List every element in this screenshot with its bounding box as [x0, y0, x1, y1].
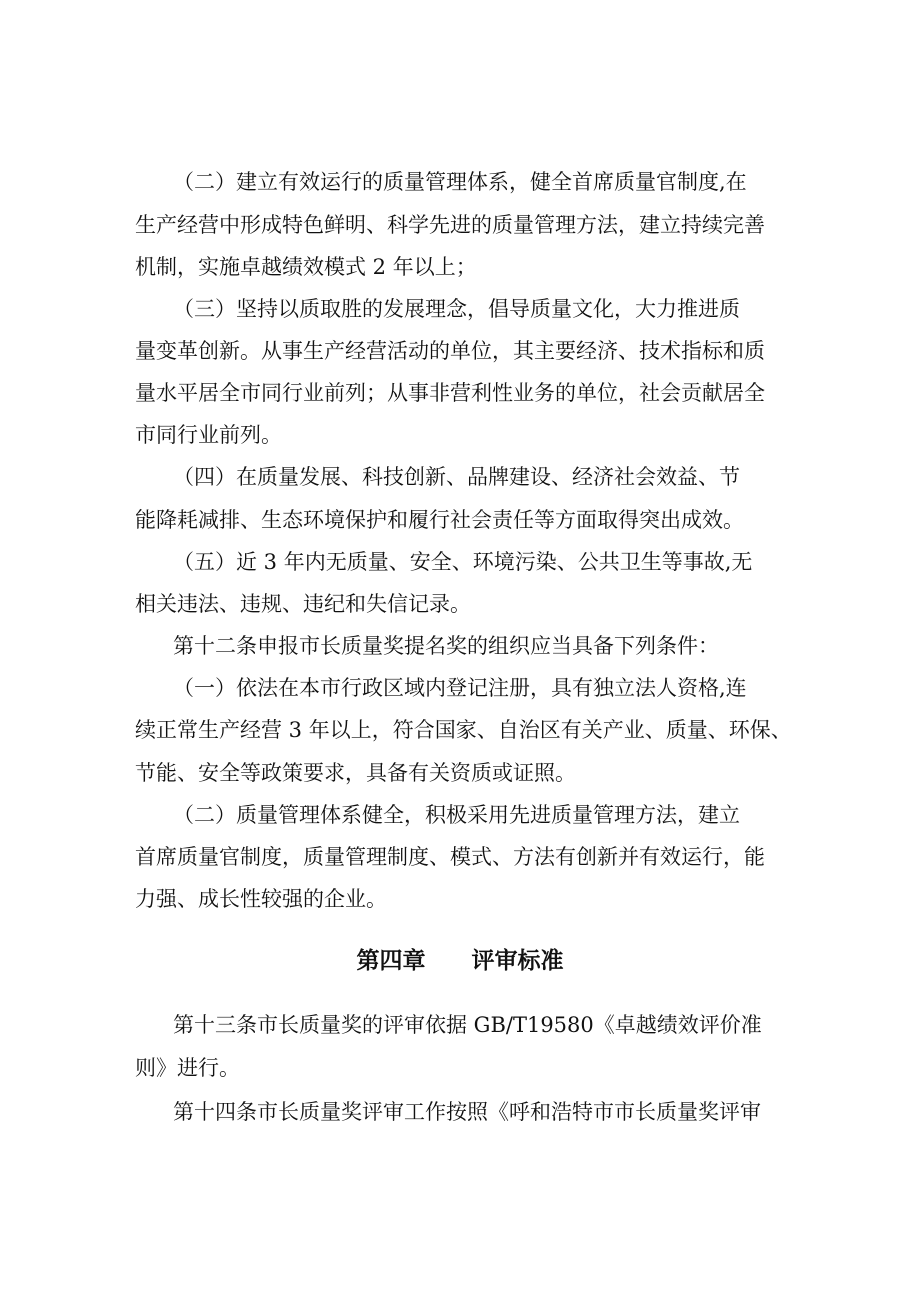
paragraph-line: （三）坚持以质取胜的发展理念，倡导质量文化，大力推进质	[173, 297, 740, 321]
paragraph-line: 力强、成长性较强的企业。	[135, 887, 387, 911]
paragraph-line: 量水平居全市同行业前列；从事非营利性业务的单位，社会贡献居全	[135, 381, 765, 405]
chapter-heading	[0, 944, 920, 978]
paragraph-line: 相关违法、违规、违纪和失信记录。	[135, 592, 471, 616]
paragraph-line: 市同行业前列。	[135, 423, 282, 447]
article-paragraph-line: 第十二条申报市长质量奖提名奖的组织应当具备下列条件：	[173, 634, 719, 658]
paragraph-line: 量变革创新。从事生产经营活动的单位，其主要经济、技术指标和质	[135, 339, 765, 363]
paragraph-line: 续正常生产经营 3 年以上，符合国家、自治区有关产业、质量、环保、	[135, 718, 792, 742]
paragraph-line: 机制，实施卓越绩效模式 2 年以上；	[135, 255, 477, 279]
paragraph-line: 生产经营中形成特色鲜明、科学先进的质量管理方法，建立持续完善	[135, 213, 765, 237]
paragraph-line: （一）依法在本市行政区域内登记注册，具有独立法人资格,连	[173, 676, 747, 700]
article-paragraph-line: 第十三条市长质量奖的评审依据 GB/T19580《卓越绩效评价准	[173, 1013, 762, 1037]
chapter-title: 评审标准	[471, 948, 564, 974]
paragraph-line: 则》进行。	[135, 1056, 240, 1080]
paragraph-line: 首席质量官制度，质量管理制度、模式、方法有创新并有效运行，能	[135, 845, 765, 869]
chapter-number: 第四章	[356, 948, 426, 974]
paragraph-line: 节能、安全等政策要求，具备有关资质或证照。	[135, 761, 576, 785]
paragraph-line: （二）建立有效运行的质量管理体系，健全首席质量官制度,在	[173, 170, 747, 194]
paragraph-line: （五）近 3 年内无质量、安全、环境污染、公共卫生等事故,无	[173, 550, 753, 574]
article-paragraph-line: 第十四条市长质量奖评审工作按照《呼和浩特市市长质量奖评审	[173, 1100, 761, 1124]
paragraph-line: （四）在质量发展、科技创新、品牌建设、经济社会效益、节	[173, 465, 740, 489]
paragraph-line: （二）质量管理体系健全，积极采用先进质量管理方法，建立	[173, 803, 740, 827]
paragraph-line: 能降耗减排、生态环境保护和履行社会责任等方面取得突出成效。	[135, 508, 744, 532]
